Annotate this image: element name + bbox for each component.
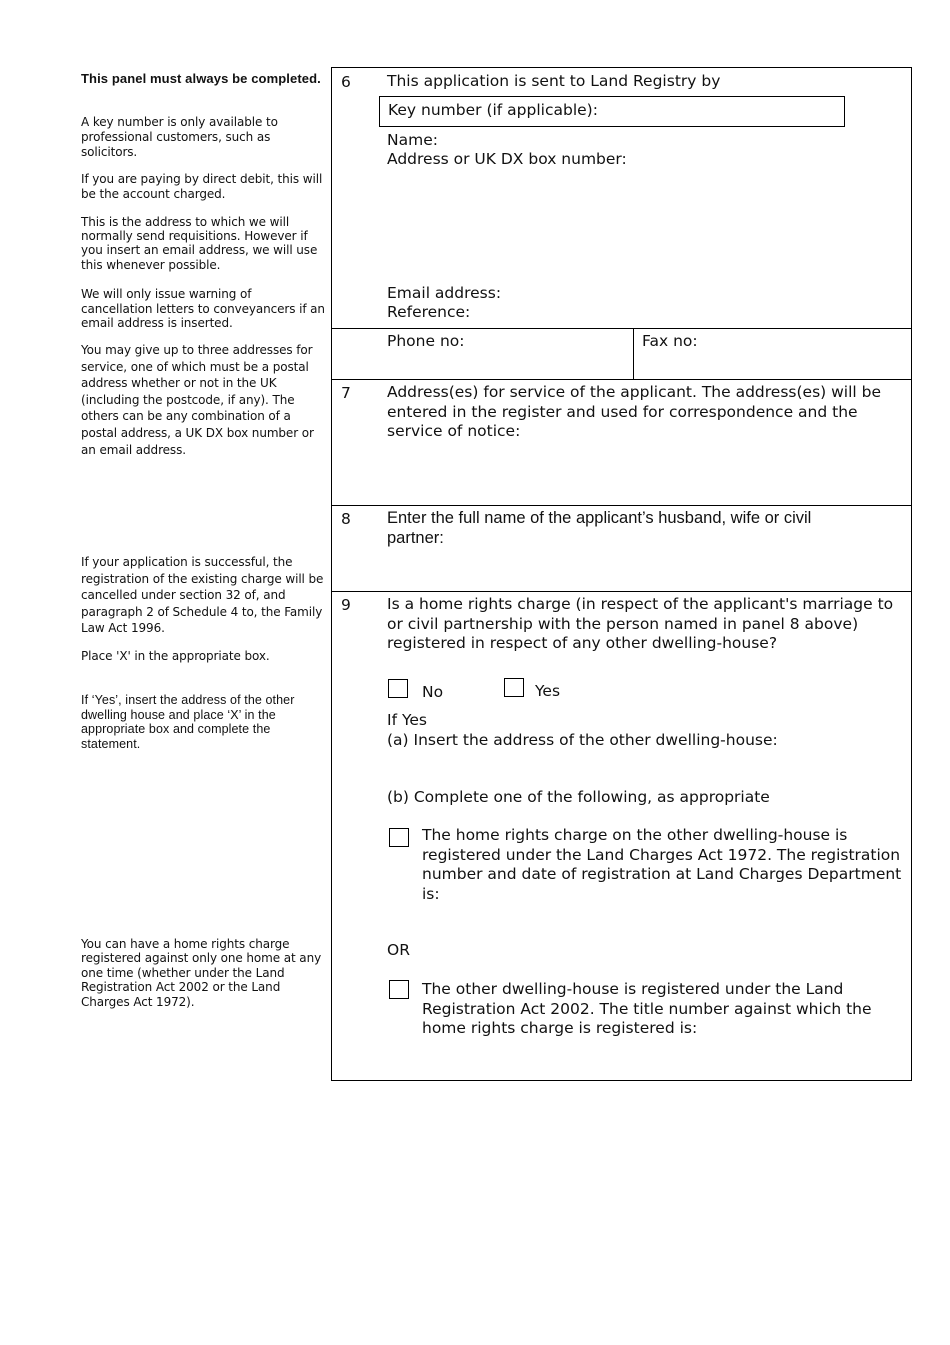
key-number-note: A key number is only available to professional customers, such as solicitors. bbox=[81, 115, 278, 159]
direct-debit-note: If you are paying by direct debit, this will be the account charged. bbox=[81, 172, 323, 201]
yes-checkbox[interactable] bbox=[504, 678, 524, 697]
panel7-number: 7 bbox=[341, 384, 351, 402]
if-yes-note: If ‘Yes’, insert the address of the other dwelling house and place ‘X’ in the appropriate box and complete the statement. bbox=[81, 693, 295, 751]
name-label: Name: bbox=[387, 131, 438, 149]
service-addresses-note: You may give up to three addresses for service, one of which must be a postal address whether or not in the UK (including the postcode, if any). The others can be any combination of a postal address, a UK DX box number or an email address. bbox=[81, 343, 314, 457]
no-label: No bbox=[422, 683, 444, 701]
divider bbox=[633, 328, 634, 379]
panel8-text: Enter the full name of the applicant’s husband, wife or civil partner: bbox=[387, 509, 812, 547]
option1-checkbox[interactable] bbox=[389, 828, 409, 847]
panel8-number: 8 bbox=[341, 510, 351, 528]
address-label: Address or UK DX box number: bbox=[387, 150, 627, 168]
if-yes-label: If Yes bbox=[387, 711, 427, 729]
divider bbox=[332, 591, 911, 592]
part-a-label: (a) Insert the address of the other dwelling-house: bbox=[387, 731, 778, 749]
panel9-question: Is a home rights charge (in respect of the applicant's marriage to or civil partnership with the person named in panel 8 above) registered in respect of any other dwelling-house? bbox=[387, 595, 894, 653]
panel-required-note: This panel must always be completed. bbox=[81, 71, 321, 86]
fax-label: Fax no: bbox=[642, 332, 698, 350]
divider bbox=[332, 328, 911, 329]
panel6-number: 6 bbox=[341, 73, 351, 91]
panel6-heading: This application is sent to Land Registry by bbox=[387, 72, 721, 90]
phone-label: Phone no: bbox=[387, 332, 465, 350]
successful-note: If your application is successful, the registration of the existing charge will be cancelled under section 32 of, and paragraph 2 of Schedule 4 to, the Family Law Act 1996. bbox=[81, 555, 324, 636]
address-note: This is the address to which we will normally send requisitions. However if you insert an email address, we will use this whenever possible. bbox=[81, 215, 318, 272]
form-panels bbox=[331, 67, 912, 1081]
option2-checkbox[interactable] bbox=[389, 980, 409, 999]
option1-text: The home rights charge on the other dwelling-house is registered under the Land Charges Act 1972. The registration number and date of registration at Land Charges Department is: bbox=[422, 826, 902, 903]
divider bbox=[332, 379, 911, 380]
key-number-label: Key number (if applicable): bbox=[388, 101, 598, 119]
cancellation-note: We will only issue warning of cancellation letters to conveyancers if an email address is inserted. bbox=[81, 287, 325, 330]
option2-text: The other dwelling-house is registered under the Land Registration Act 2002. The title number against which the home rights charge is registered is: bbox=[422, 980, 872, 1038]
place-x-note: Place 'X' in the appropriate box. bbox=[81, 649, 270, 663]
panel9-number: 9 bbox=[341, 596, 351, 614]
reference-label: Reference: bbox=[387, 303, 471, 321]
one-home-note: You can have a home rights charge registered against only one home at any one time (whether under the Land Registration Act 2002 or the Land Charges Act 1972). bbox=[81, 937, 322, 1009]
divider bbox=[332, 505, 911, 506]
key-number-field[interactable] bbox=[379, 96, 845, 127]
email-label: Email address: bbox=[387, 284, 502, 302]
yes-label: Yes bbox=[535, 682, 561, 700]
part-b-label: (b) Complete one of the following, as appropriate bbox=[387, 788, 770, 806]
panel7-text: Address(es) for service of the applicant. The address(es) will be entered in the register and used for correspondence and the service of notice: bbox=[387, 383, 882, 441]
no-checkbox[interactable] bbox=[388, 679, 408, 698]
or-label: OR bbox=[387, 941, 410, 959]
